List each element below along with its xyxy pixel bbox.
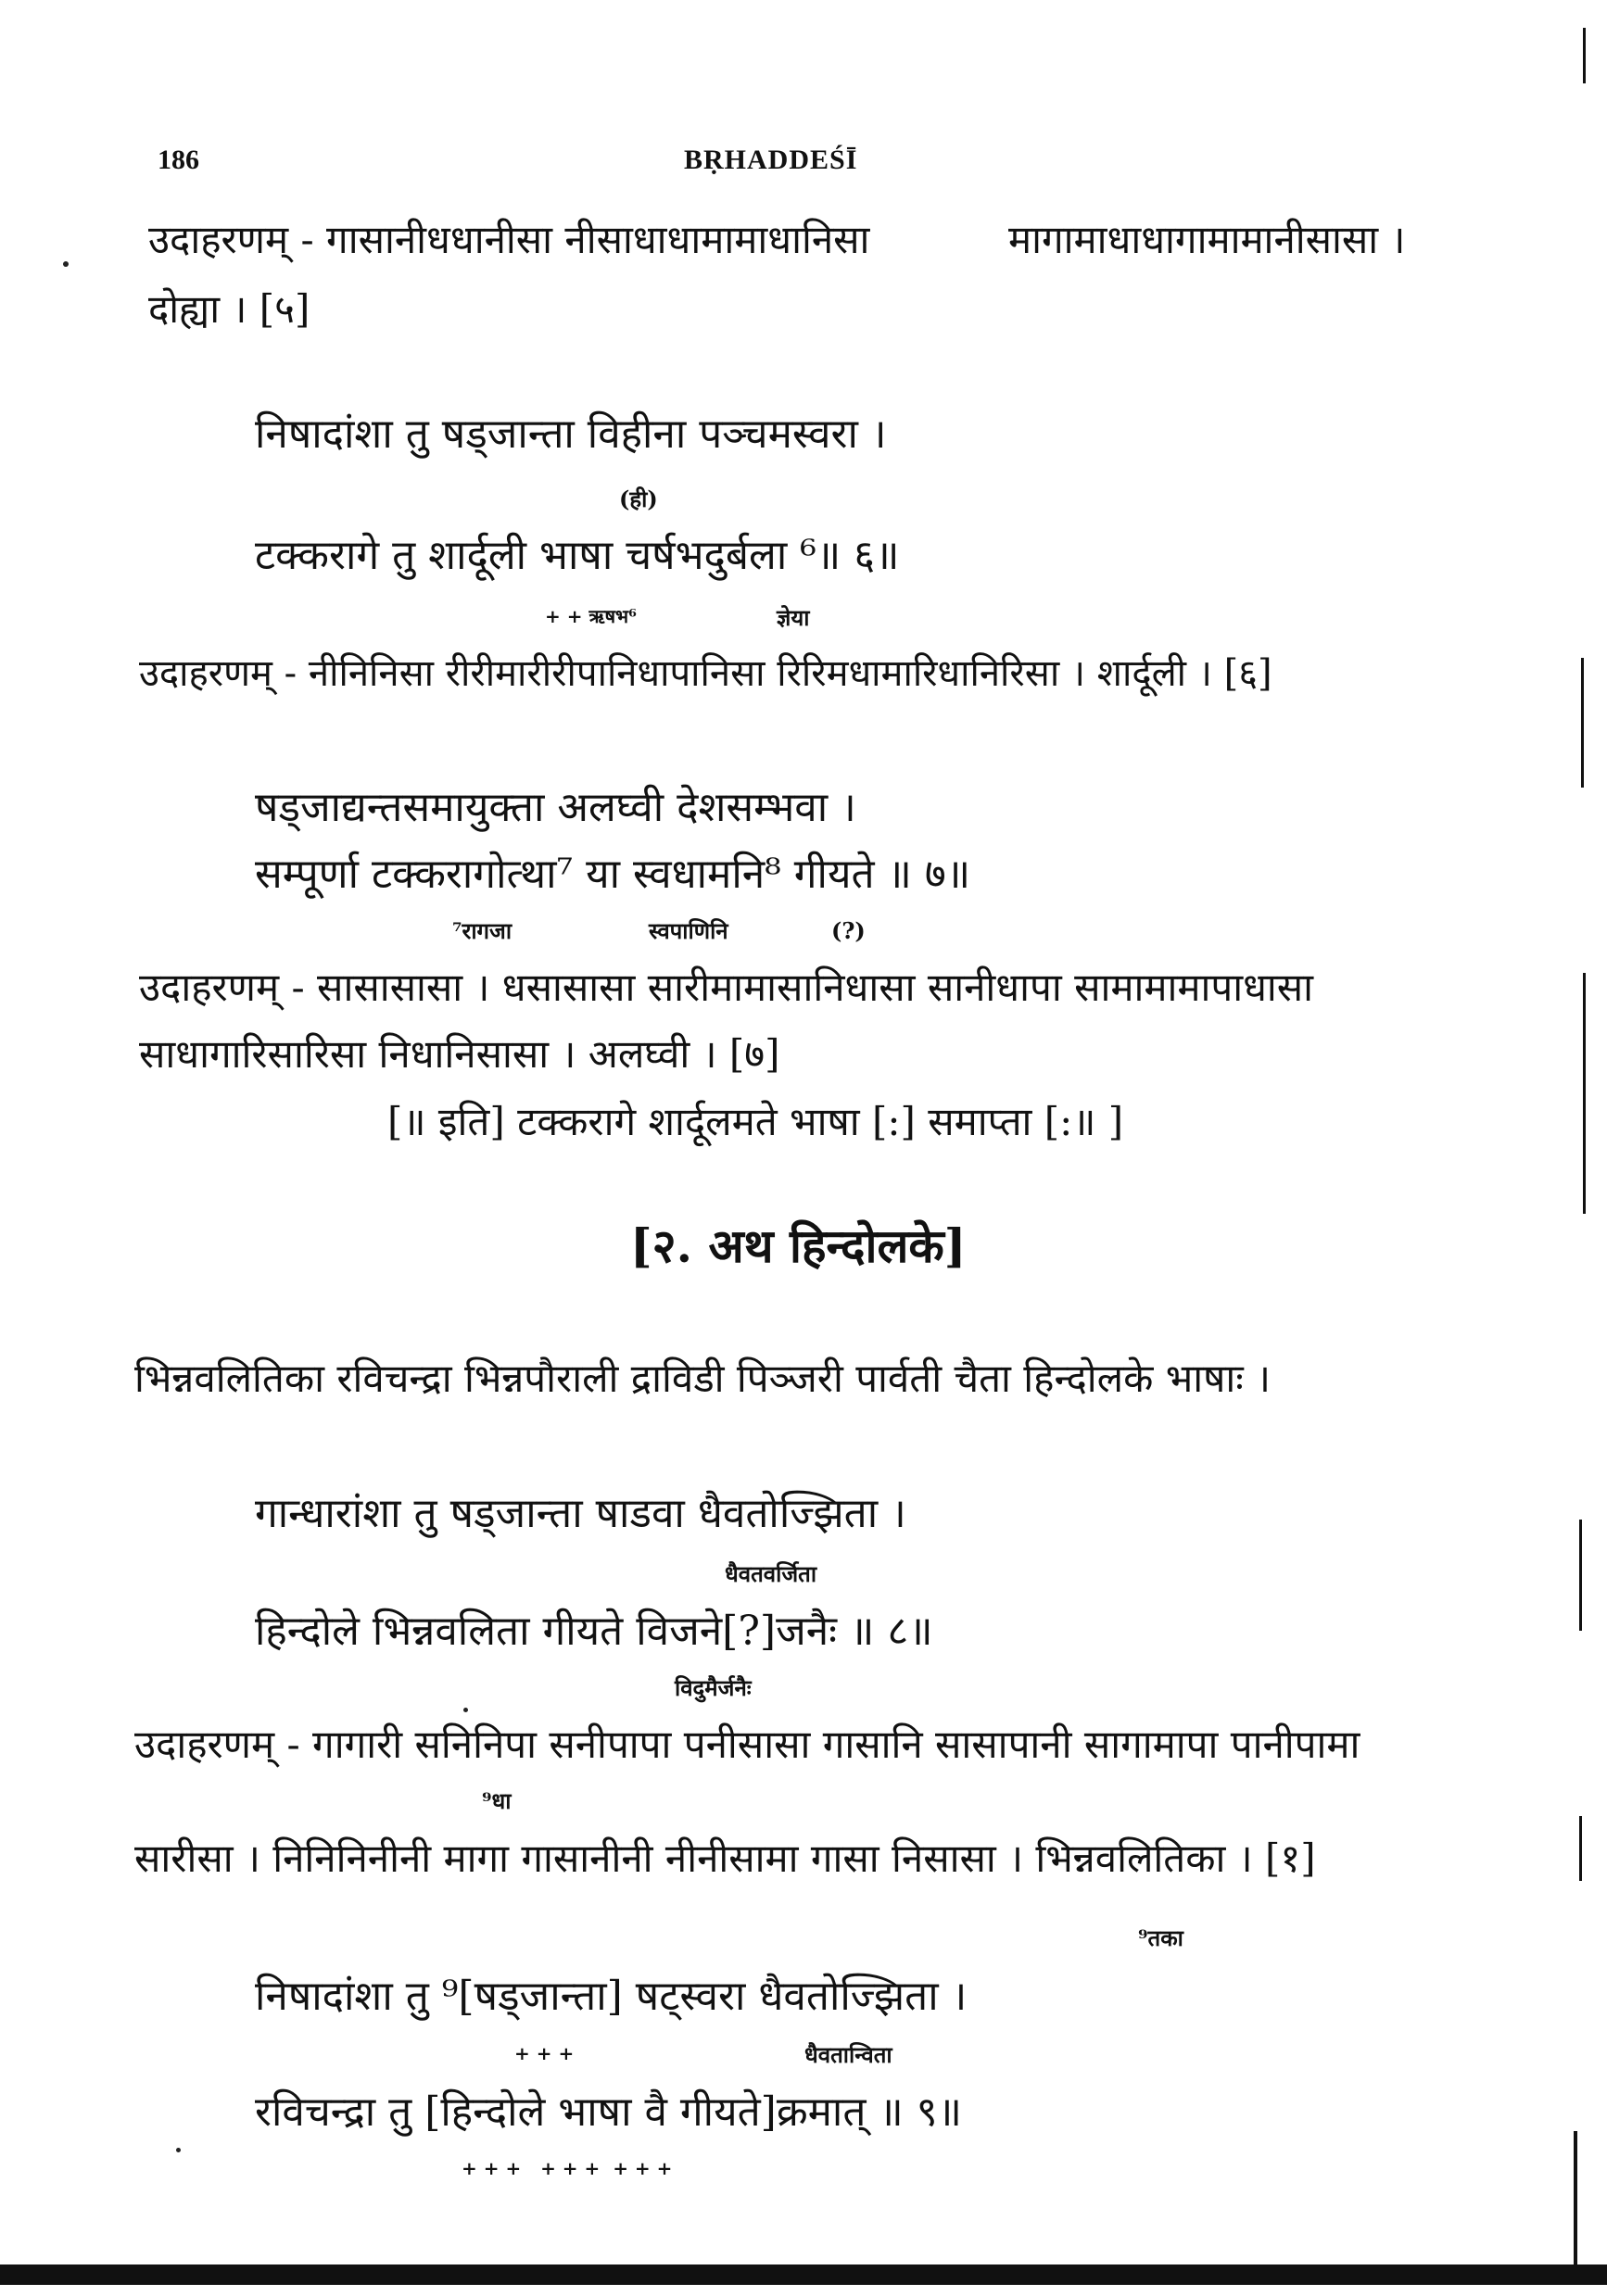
scan-speck (63, 261, 69, 267)
verse-7a: षड्जाद्यन्तसमायुक्ता अलघ्वी देशसम्भवा । (255, 784, 856, 831)
example-line-7b: साधागारिसारिसा निधानिसासा । अलघ्वी । [७] (139, 1031, 780, 1077)
running-title: BṚHADDEŚĪ (684, 145, 858, 175)
note-7c: (?) (831, 917, 866, 944)
note-5b-1: + + ऋषभ⁶ (545, 605, 637, 627)
scan-edge-mark (1583, 973, 1586, 1214)
section-title: [२. अथ हिन्दोलके] (630, 1218, 967, 1273)
example-line-1a: उदाहरणम् - गासानीधधानीसा नीसाधाधामामाधानिसा (148, 217, 870, 262)
note-8c: ⁹धा (482, 1787, 512, 1814)
scan-edge-mark (1581, 658, 1584, 788)
scan-edge-mark (1574, 2131, 1577, 2270)
verse-9b: रविचन्द्रा तु [हिन्दोले भाषा वै गीयते]क्रमात् ॥ ९॥ (255, 2088, 962, 2136)
note-8b: विदुमैर्जनैः (675, 1674, 752, 1701)
example-line-1b: मागामाधाधागामामानीसासा । (1008, 217, 1406, 262)
scan-edge-mark (1579, 1816, 1582, 1881)
verse-5a: निषादांशा तु षड्जान्ता विहीना पञ्चमस्वरा । (255, 410, 887, 458)
example-line-8b: सारीसा । निनिनिनीनी मागा गासानीनी नीनीसामा गासा निसासा । भिन्नवलितिका । [१] (134, 1836, 1316, 1881)
verse-8b: हिन्दोले भिन्नवलिता गीयते विजने[?]जनैः ॥ ८॥ (255, 1608, 933, 1655)
verse-5b: टक्करागे तु शार्दूली भाषा चर्षभदुर्बला ⁶॥ ६॥ (255, 532, 900, 579)
note-5b-2: ज्ञेया (777, 604, 810, 631)
example-line-2: दोह्या । [५] (148, 286, 310, 332)
note-7a: ⁷रागजा (452, 917, 512, 944)
note-9a-1: + + + (514, 2042, 575, 2064)
note-9a-2: धैवतान्विता (804, 2041, 892, 2068)
scan-edge-mark (1583, 28, 1586, 83)
note-8d: ⁹तका (1138, 1924, 1183, 1951)
page-number: 186 (158, 145, 199, 175)
example-line-6: उदाहरणम् - नीनिनिसा रीरीमारीरीपानिधापानिसा रिरिमधामारिधानिरिसा । शार्दूली । [६] (139, 652, 1272, 695)
scan-speck (463, 1708, 468, 1712)
note-9b: + + + + + + + + + (462, 2157, 673, 2179)
list-of-bhashas: भिन्नवलितिका रविचन्द्रा भिन्नपौराली द्राविडी पिञ्जरी पार्वती चैता हिन्दोलके भाषाः । (134, 1356, 1272, 1401)
verse-8a: गान्धारांशा तु षड्जान्ता षाडवा धैवतोज्झिता । (255, 1490, 906, 1537)
note-8a: धैवतवर्जिता (725, 1560, 817, 1587)
example-line-8a: उदाहरणम् - गागारी सनिनिपा सनीपापा पनीसासा गासानि सासापानी सागामापा पानीपामा (134, 1722, 1360, 1767)
note-5a: (ही) (619, 486, 658, 512)
verse-9a: निषादांशा तु ⁹[षड्जान्ता] षट्स्वरा धैवतोज्झिता । (255, 1973, 968, 2020)
colophon: [॥ इति] टक्करागे शार्दूलमते भाषा [:] समाप्ता [:॥ ] (387, 1099, 1124, 1144)
verse-7b: सम्पूर्णा टक्करागोत्था⁷ या स्वधामनि⁸ गीयते ॥ ७॥ (255, 851, 971, 898)
scan-bottom-shadow (0, 2264, 1607, 2285)
example-line-7a: उदाहरणम् - सासासासा । धसासासा सारीमामासानिधासा सानीधापा सामामामापाधासा (139, 965, 1314, 1010)
scan-edge-mark (1579, 1520, 1582, 1631)
note-7b: स्वपाणिनि (649, 917, 728, 944)
scan-speck (176, 2148, 181, 2152)
